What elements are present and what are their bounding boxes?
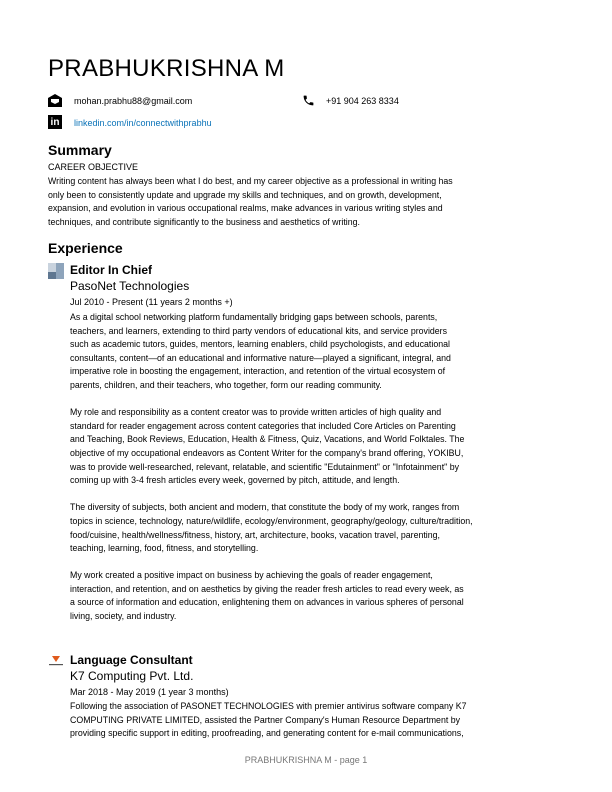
text-line: topics in science, technology, nature/wildlife, ecology/environment, geography/geology, culture/tradition,	[70, 515, 473, 526]
envelope-icon	[48, 94, 62, 107]
text-line: providing specific support in editing, proofreading, and generating content for e-mail communications,	[70, 728, 464, 739]
summary-heading: Summary	[48, 142, 112, 158]
company-name: K7 Computing Pvt. Ltd.	[70, 669, 194, 683]
text-line: As a digital school networking platform fundamentally bridging gaps between schools, parents,	[70, 312, 438, 322]
text-line: techniques, and contribute significantly to the business and aesthetics of writing.	[48, 216, 360, 227]
company-logo-icon	[48, 263, 64, 279]
company-logo-icon	[48, 655, 64, 667]
experience-heading: Experience	[48, 240, 123, 256]
text-line: objective of my occupational endeavors as Content Writer for the company's brand offering, YOKIBU,	[70, 447, 464, 458]
text-line: and Teaching, Book Reviews, Education, Health & Fitness, Quiz, Vacations, and World Folktales. The	[70, 434, 465, 445]
email-link[interactable]: mohan.prabhu88@gmail.com	[74, 96, 193, 106]
text-line: Following the association of PASONET TECHNOLOGIES with premier antivirus software company K7	[70, 701, 467, 711]
candidate-name: PRABHUKRISHNA M	[48, 55, 285, 82]
text-line: expansion, and evolution in various occupational realms, make advances in various writing styles and	[48, 203, 443, 214]
text-line: only been to consistently update and upgrade my skills and techniques, and on growth, development,	[48, 189, 442, 200]
linkedin-link[interactable]: linkedin.com/in/connectwithprabhu	[74, 118, 212, 128]
phone-icon	[302, 94, 315, 107]
text-line: a source of information and education, enlightening them on advances in various spheres of personal	[70, 597, 464, 608]
linkedin-icon: in	[48, 115, 62, 129]
job-title: Language Consultant	[70, 653, 193, 667]
text-line: teachers, and learners, extending to third party vendors of educational kits, and service providers	[70, 325, 448, 336]
text-line: My work created a positive impact on business by achieving the goals of reader engagement,	[70, 570, 433, 581]
text-line: parents, children, and their teachers, who together, form our reading community.	[70, 379, 382, 390]
text-line: such as academic tutors, guides, mentors, learning enablers, child psychologists, and educational	[70, 339, 450, 350]
text-line: standard for reader engagement across content categories that included Core Articles on Parenting	[70, 420, 456, 431]
job-dates: Mar 2018 - May 2019 (1 year 3 months)	[70, 687, 229, 697]
phone-number: +91 904 263 8334	[326, 96, 399, 106]
job-description	[70, 700, 467, 741]
text-line: coming up with 3-4 fresh articles every week, governed by pitch, attitude, and length.	[70, 475, 400, 486]
summary-text	[48, 175, 453, 229]
company-name: PasoNet Technologies	[70, 279, 190, 293]
text-line: The diversity of subjects, both ancient and modern, that constitute the body of my work, ranges from	[70, 502, 460, 513]
text-line: was to provide well-researched, relevant, relatable, and scientific "Edutainment" or "Infotainment" by	[70, 461, 460, 472]
text-line: Writing content has always been what I do best, and my career objective as a professional in writing has	[48, 176, 453, 186]
page-footer: PRABHUKRISHNA M - page 1	[244, 755, 368, 765]
text-line: consultants, content—of an educational and informative nature—played a significant, integral, and	[70, 352, 451, 363]
text-line: COMPUTING PRIVATE LIMITED, assisted the Partner Company's Human Resource Department by	[70, 714, 461, 725]
job-title: Editor In Chief	[70, 263, 152, 277]
text-line: food/cuisine, health/wellness/fitness, history, art, architecture, books, vacation travel, parenting,	[70, 529, 440, 540]
career-objective-label: CAREER OBJECTIVE	[48, 162, 139, 172]
text-line: imperative role in boosting the engagement, interaction, and retention of the virtual ecosystem of	[70, 366, 446, 377]
text-line: interaction, and retention, and on aesthetics by giving the reader fresh articles to read every week, as	[70, 583, 464, 594]
text-line: living, society, and industry.	[70, 611, 177, 622]
text-line: My role and responsibility as a content creator was to provide written articles of high quality and	[70, 407, 442, 418]
text-line: teaching, learning, food, fitness, and storytelling.	[70, 543, 259, 554]
job-dates: Jul 2010 - Present (11 years 2 months +)	[70, 297, 233, 307]
job-description	[70, 311, 473, 624]
